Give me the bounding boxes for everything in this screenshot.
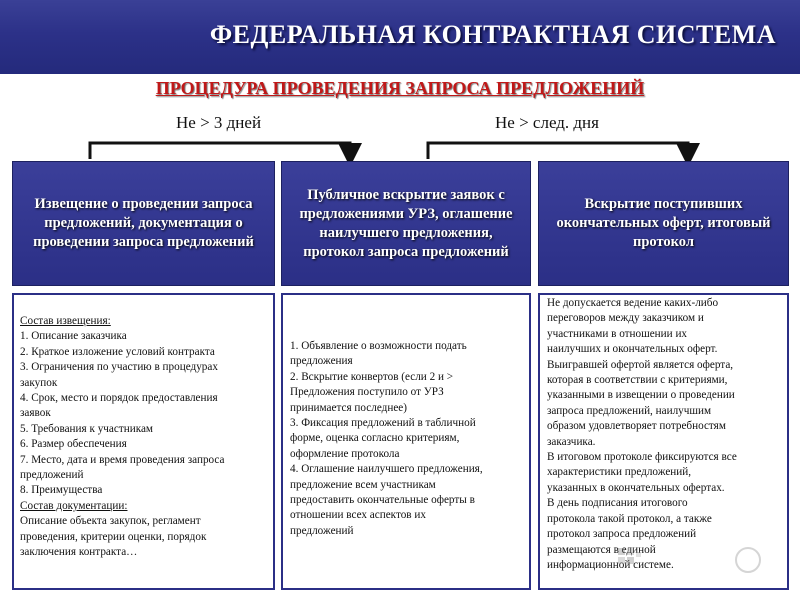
step-opening-label: Публичное вскрытие заявок с предложениями УРЗ, оглашение наилучшего предложения, протокол запроса предложений bbox=[299, 186, 513, 260]
detail-line: указанных в окончательных офертах. bbox=[547, 481, 725, 494]
detail-line: проведения, критерии оценки, порядок bbox=[20, 530, 207, 543]
detail-line: предложения bbox=[290, 355, 353, 368]
detail-line: 1. Описание заказчика bbox=[20, 330, 127, 343]
arrow-right-connector bbox=[428, 143, 688, 159]
detail-line: форме, оценка согласно критериям, bbox=[290, 432, 460, 445]
page-title: ФЕДЕРАЛЬНАЯ КОНТРАКТНАЯ СИСТЕМА bbox=[209, 20, 776, 49]
detail-line: указанными в извещении о проведении bbox=[547, 389, 735, 402]
step-final-label: Вскрытие поступивших окончательных оферт, итоговый протокол bbox=[556, 196, 771, 250]
detail-line: 1. Объявление о возможности подать bbox=[290, 340, 467, 352]
detail-line: предложений bbox=[20, 469, 84, 482]
step-notice-label: Извещение о проведении запроса предложений, документация о проведении запроса предложений bbox=[33, 196, 254, 250]
detail-line: заказчика. bbox=[547, 435, 596, 448]
header-banner bbox=[0, 0, 800, 74]
detail-line: 8. Преимущества bbox=[20, 484, 103, 497]
detail-line: 7. Место, дата и время проведения запроса bbox=[20, 453, 225, 466]
detail-line: предоставить окончательные оферты в bbox=[290, 494, 475, 507]
detail-line: Состав извещения: bbox=[20, 315, 111, 327]
detail-line: оформление протокола bbox=[290, 447, 400, 460]
detail-line: характеристики предложений, bbox=[547, 466, 692, 479]
detail-line: 3. Фиксация предложений в табличной bbox=[290, 417, 476, 430]
procedure-subtitle: ПРОЦЕДУРА ПРОВЕДЕНИЯ ЗАПРОСА ПРЕДЛОЖЕНИЙ bbox=[155, 78, 645, 98]
detail-line: Предложения поступило от УРЗ bbox=[290, 386, 444, 399]
details-notice-box bbox=[12, 293, 275, 590]
detail-line: протокол запроса предложений bbox=[547, 528, 697, 541]
detail-line: предложений bbox=[290, 524, 354, 537]
detail-line: заключения контракта… bbox=[20, 546, 138, 559]
detail-line: Описание объекта закупок, регламент bbox=[20, 515, 201, 528]
detail-line: отношении всех аспектов их bbox=[290, 509, 426, 522]
step-notice-box bbox=[12, 161, 275, 286]
arrow-left-connector bbox=[90, 143, 350, 159]
detail-line: 3. Ограничения по участию в процедурах bbox=[20, 361, 218, 374]
watermark-logo-icon bbox=[608, 540, 778, 580]
detail-line: В день подписания итогового bbox=[547, 497, 688, 510]
timing-label-left: Не > 3 дней bbox=[176, 113, 262, 132]
detail-line: 6. Размер обеспечения bbox=[20, 438, 127, 451]
detail-line: 4. Оглашение наилучшего предложения, bbox=[290, 463, 483, 476]
detail-line: образом удовлетворяет потребностям bbox=[547, 420, 726, 433]
details-opening-box bbox=[281, 293, 531, 590]
detail-line: 4. Срок, место и порядок предоставления bbox=[20, 392, 218, 405]
detail-line: Состав документации: bbox=[20, 499, 128, 512]
detail-line: наилучших и окончательных оферт. bbox=[547, 343, 718, 356]
step-opening-box bbox=[281, 161, 531, 286]
detail-line: В итоговом протоколе фиксируются все bbox=[547, 451, 737, 464]
detail-line: Не допускается ведение каких-либо bbox=[547, 297, 719, 309]
detail-line: закупок bbox=[20, 376, 58, 389]
detail-line: размещаются в единой bbox=[547, 543, 656, 556]
detail-line: информационной системе. bbox=[547, 558, 674, 571]
detail-line: принимается последнее) bbox=[290, 401, 407, 414]
detail-line: Выигравшей офертой является оферта, bbox=[547, 358, 734, 371]
step-final-box bbox=[538, 161, 789, 286]
detail-line: которая в соответствии с критериями, bbox=[547, 374, 728, 387]
detail-line: 5. Требования к участникам bbox=[20, 422, 154, 435]
detail-line: 2. Краткое изложение условий контракта bbox=[20, 345, 215, 358]
detail-line: переговоров между заказчиком и bbox=[547, 312, 704, 325]
detail-line: протокола такой протокол, а также bbox=[547, 512, 712, 525]
detail-line: предложение всем участникам bbox=[290, 478, 436, 491]
detail-line: заявок bbox=[20, 407, 51, 420]
detail-line: 2. Вскрытие конвертов (если 2 и > bbox=[290, 370, 454, 383]
detail-line: участниками в отношении их bbox=[547, 327, 688, 340]
timing-label-right: Не > след. дня bbox=[495, 113, 599, 132]
detail-line: запроса предложений, наилучшим bbox=[547, 404, 712, 417]
